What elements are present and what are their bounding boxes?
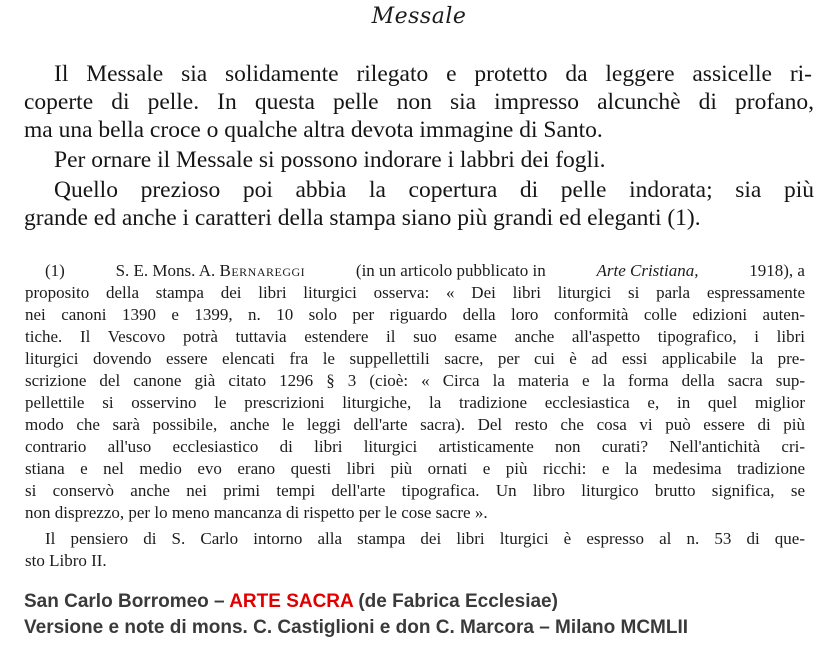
footnote-line: tiche. Il Vescovo potrà tuttavia estendere il suo esame anche all'aspetto tipografico, i libri [25, 327, 805, 346]
footnote-line: si conservò anche nei primi tempi dell'arte tipografica. Un libro liturgico brutto significa, se [25, 481, 805, 500]
footnote-line: liturgici dovendo essere elencati fra le suppellettili sacre, per cui è ad essi applicabile la pre- [25, 349, 805, 368]
paragraph-line: Quello prezioso poi abbia la copertura di pelle indorata; sia più [54, 177, 814, 203]
footnote-first-line-end: 1918), a [749, 261, 805, 280]
paragraph-line: Il Messale sia solidamente rilegato e protetto da leggere assicelle ri- [54, 61, 812, 87]
footnote-line: stiana e nel medio evo erano questi libri più ornati e più ricchi: e la medesima tradizione [25, 459, 805, 478]
paragraph-line: Per ornare il Messale si possono indorare i labbri dei fogli. [54, 147, 606, 173]
footnote-second-paragraph-line: sto Libro II. [25, 551, 107, 570]
footnote-line: pellettile si osservino le prescrizioni liturgiche, la tradizione ecclesiastica e, in quel miglior [25, 393, 805, 412]
footer-author: San Carlo Borromeo – [24, 591, 230, 612]
footnote-line: contrario all'uso ecclesiastico di libri liturgici artisticamente non curati? Nell'antichità cri- [25, 437, 805, 456]
footer-book-title: ARTE SACRA [229, 591, 354, 612]
page-heading: Messale [371, 4, 467, 29]
footnote-journal: Arte Cristiana, [596, 261, 699, 280]
footnote-author-prefix: S. E. Mons. A. [115, 261, 216, 280]
footnote-line: modo che sarà possibile, anche le leggi dell'arte sacra). Del resto che cosa vi può essere di più [25, 415, 805, 434]
footnote-marker: (1) [45, 261, 65, 280]
footer-credit-line [24, 590, 558, 614]
footnote-first-line-middle: (in un articolo pubblicato in [355, 261, 546, 280]
footnote-author [116, 260, 306, 282]
footnote-line: scrizione del canone già citato 1296 § 3 (cioè: « Circa la materia e la forma della sacra sup- [25, 371, 805, 390]
footnote-author-surname: Bernareggi [219, 261, 306, 280]
footnote-second-paragraph-line: Il pensiero di S. Carlo intorno alla stampa dei libri lturgici è espresso al n. 53 di que- [45, 529, 805, 548]
footnote-first-line [45, 260, 805, 282]
footnote-line: nei canoni 1390 e 1399, n. 10 solo per riguardo della loro conformità colle edizioni auten- [25, 305, 805, 324]
paragraph-line: ma una bella croce o qualche altra devota immagine di Santo. [24, 117, 603, 143]
footer-edition-line: Versione e note di mons. C. Castiglioni e don C. Marcora – Milano MCMLII [24, 617, 689, 638]
footnote-line: non disprezzo, per lo meno mancanza di rispetto per le cose sacre ». [25, 503, 488, 522]
footer-subtitle: (de Fabrica Ecclesiae) [353, 591, 558, 612]
paragraph-line: grande ed anche i caratteri della stampa siano più grandi ed eleganti (1). [24, 205, 701, 231]
paragraph-line: coperte di pelle. In questa pelle non sia impresso alcunchè di profano, [24, 89, 814, 115]
footnote-line: proposito della stampa dei libri liturgici osserva: « Dei libri liturgici si parla espressamente [25, 283, 805, 302]
